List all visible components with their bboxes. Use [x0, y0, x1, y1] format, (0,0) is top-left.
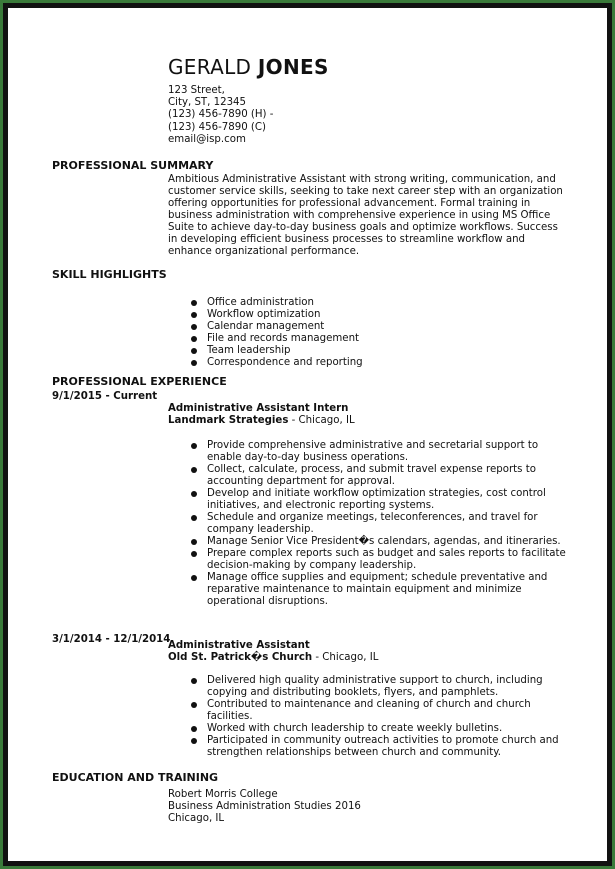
job-bullet: Provide comprehensive administrative and secretarial support to enable day-to-day business operations. — [188, 440, 568, 464]
school-location: Chicago, IL — [168, 813, 225, 824]
company-name: Old St. Patrick�s Church — [168, 652, 313, 663]
job-bullet: Manage Senior Vice President�s calendars, agendas, and itineraries. — [188, 536, 568, 548]
job-bullet: Develop and initiate workflow optimization strategies, cost control initiatives, and electronic reporting systems. — [188, 488, 568, 512]
skill-item: Office administration — [188, 297, 568, 309]
job-location: - Chicago, IL — [288, 415, 355, 426]
last-name: JONES — [257, 55, 329, 79]
job-title: Administrative Assistant — [168, 640, 310, 651]
summary-heading: PROFESSIONAL SUMMARY — [52, 159, 214, 172]
education-block — [168, 789, 361, 825]
company-name: Landmark Strategies — [168, 415, 289, 426]
candidate-name — [168, 55, 329, 79]
first-name: GERALD — [168, 55, 252, 79]
job-bullets — [188, 440, 568, 608]
skill-item: File and records management — [188, 333, 568, 345]
experience-heading: PROFESSIONAL EXPERIENCE — [52, 375, 227, 388]
skill-item: Calendar management — [188, 321, 568, 333]
job-bullet: Contributed to maintenance and cleaning of church and church facilities. — [188, 699, 568, 723]
contact-block — [168, 85, 273, 146]
job-bullet: Schedule and organize meetings, teleconferences, and travel for company leadership. — [188, 512, 568, 536]
skills-heading: SKILL HIGHLIGHTS — [52, 268, 167, 281]
cell-phone: (123) 456-7890 (C) — [168, 121, 266, 133]
job-bullets — [188, 675, 568, 759]
job-bullet: Participated in community outreach activities to promote church and strengthen relationships between church and community. — [188, 735, 568, 759]
job-bullet: Prepare complex reports such as budget and sales reports to facilitate decision-making by company leadership. — [188, 548, 568, 572]
summary-text: Ambitious Administrative Assistant with strong writing, communication, and customer service skills, seeking to take next career step with an organization offering opportunities for professional advancement. Formal training in business administration with comprehensive experience in using MS Office Suite to achieve day-to-day business goals and optimize workflows. Success in developing efficient business processes to streamline workflow and enhance organizational performance. — [168, 174, 563, 257]
skills-list — [188, 297, 568, 369]
education-heading: EDUCATION AND TRAINING — [52, 771, 219, 784]
job-employer — [168, 652, 378, 664]
job-location: - Chicago, IL — [312, 652, 379, 663]
email: email@isp.com — [168, 133, 246, 145]
home-phone: (123) 456-7890 (H) - — [168, 109, 274, 121]
job-bullet: Manage office supplies and equipment; schedule preventative and reparative maintenance to maintain equipment and minimize operational disruptions. — [188, 572, 568, 608]
skill-item: Team leadership — [188, 345, 568, 357]
city-line: City, ST, 12345 — [168, 97, 247, 109]
resume-page — [8, 8, 607, 861]
job-dates: 9/1/2015 - Current — [52, 391, 158, 402]
job-title: Administrative Assistant Intern — [168, 403, 349, 414]
address-line: 123 Street, — [168, 85, 225, 96]
job-header — [168, 403, 355, 427]
job-dates: 3/1/2014 - 12/1/2014 — [52, 634, 171, 645]
job-bullet: Worked with church leadership to create weekly bulletins. — [188, 723, 568, 735]
school-name: Robert Morris College — [168, 789, 278, 800]
page-border — [3, 3, 612, 866]
job-header — [168, 640, 378, 664]
job-bullet: Delivered high quality administrative support to church, including copying and distributing booklets, flyers, and pamphlets. — [188, 675, 568, 699]
degree: Business Administration Studies 2016 — [168, 801, 361, 812]
skill-item: Workflow optimization — [188, 309, 568, 321]
skill-item: Correspondence and reporting — [188, 357, 568, 369]
job-employer — [168, 415, 355, 427]
job-bullet: Collect, calculate, process, and submit travel expense reports to accounting department for approval. — [188, 464, 568, 488]
